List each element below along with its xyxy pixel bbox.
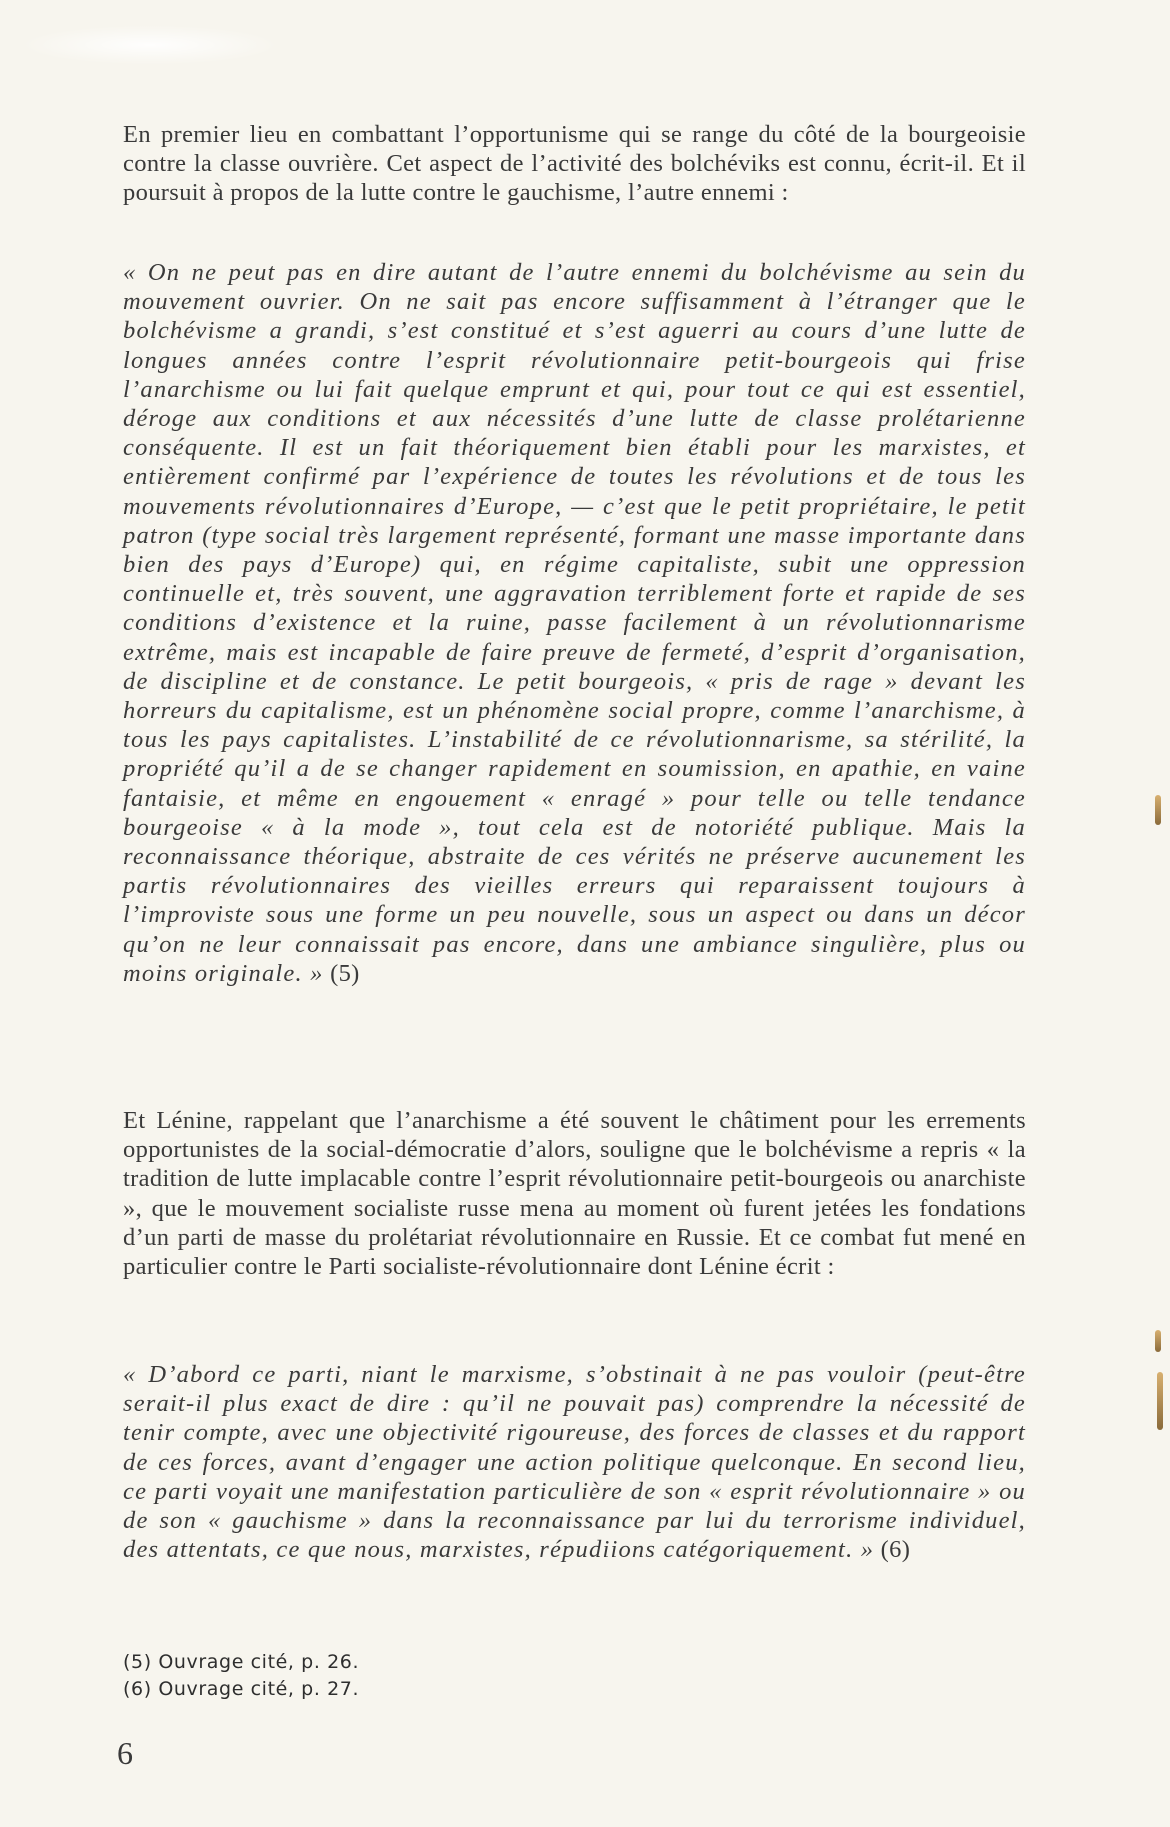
paragraph-text: Et Lénine, rappelant que l’anarchisme a été souvent le châtiment pour les errements opportunistes de la social-démocratie d’alors, souligne que le bolchévisme a repris « la tradition de lutte implacable contre l’esprit révolutionnaire petit-bourgeois ou anarchiste », que le mouvement socialiste russe mena au moment où furent jetées les fondations d’un parti de masse du prolétariat révolutionnaire en Russie. Et ce combat fut mené en particulier contre le Parti socialiste-révolutionnaire dont Lénine écrit : (123, 1107, 1026, 1281)
margin-binding-mark (1155, 795, 1161, 825)
page-number: 6 (117, 1735, 133, 1771)
body-paragraph-1 (123, 120, 1026, 208)
quotation-2 (123, 1360, 1026, 1564)
paper-blemish (20, 25, 280, 65)
footnote-5: (5) Ouvrage cité, p. 26. (123, 1651, 360, 1673)
margin-binding-mark (1157, 1372, 1163, 1430)
margin-binding-mark (1155, 1330, 1161, 1352)
quotation-text: « On ne peut pas en dire autant de l’autre ennemi du bolchévisme au sein du mouvement ouvrier. On ne sait pas encore suffisamment à l’étranger que le bolchévisme a grandi, s’est constitué et s’est aguerri au cours d’une lutte de longues années contre l’esprit révolutionnaire petit-bourgeois qui frise l’anarchisme ou lui fait quelque emprunt et qui, pour tout ce qui est essentiel, déroge aux conditions et aux nécessités d’une lutte de classe prolétarienne conséquente. Il est un fait théoriquement bien établi pour les marxistes, et entièrement confirmé par l’expérience de toutes les révolutions et de tous les mouvements révolutionnaires d’Europe, — c’est que le petit propriétaire, le petit patron (type social très largement représenté, formant une masse importante dans bien des pays d’Europe) qui, en régime capitaliste, subit une oppression continuelle et, très souvent, une aggravation terriblement forte et rapide de ses conditions d’existence et la ruine, passe facilement à un révolutionnarisme extrême, mais est incapable de faire preuve de fermeté, d’esprit d’organisation, de discipline et de constance. Le petit bourgeois, « pris de rage » devant les horreurs du capitalisme, est un phénomène social propre, comme l’anarchisme, à tous les pays capitalistes. L’instabilité de ce révolutionnarisme, sa stérilité, la propriété qu’il a de se changer rapidement en soumission, en apathie, en vaine fantaisie, et même en engouement « enragé » pour telle ou telle tendance bourgeoise « à la mode », tout cela est de notoriété publique. Mais la reconnaissance théorique, abstraite de ces vérités ne préserve aucunement les partis révolutionnaires des vieilles erreurs qui reparaissent toujours à l’improviste sous une forme un peu nouvelle, sous un aspect ou dans un décor qu’on ne leur connaissait pas encore, dans une ambiance singulière, plus ou moins originale. » (123, 259, 1026, 987)
paragraph-text: En premier lieu en combattant l’opportunisme qui se range du côté de la bourgeoisie contre la classe ouvrière. Cet aspect de l’activité des bolchéviks est connu, écrit-il. Et il poursuit à propos de la lutte contre le gauchisme, l’autre ennemi : (123, 121, 1026, 207)
quotation-text: « D’abord ce parti, niant le marxisme, s’obstinait à ne pas vouloir (peut-être serait-il plus exact de dire : qu’il ne pouvait pas) comprendre la nécessité de tenir compte, avec une objectivité rigoureuse, des forces de classes et du rapport de ces forces, avant d’engager une action politique quelconque. En second lieu, ce parti voyait une manifestation particulière de son « esprit révolutionnaire » ou de son « gauchisme » dans la reconnaissance par lui du terrorisme individuel, des attentats, ce que nous, marxistes, répudiions catégoriquement. » (123, 1361, 1026, 1564)
footnote-reference-5: (5) (330, 959, 360, 987)
footnote-reference-6: (6) (880, 1536, 911, 1564)
body-paragraph-2 (123, 1106, 1026, 1281)
footnotes (123, 1649, 723, 1703)
quotation-1 (123, 258, 1026, 988)
footnote-6: (6) Ouvrage cité, p. 27. (123, 1678, 360, 1700)
